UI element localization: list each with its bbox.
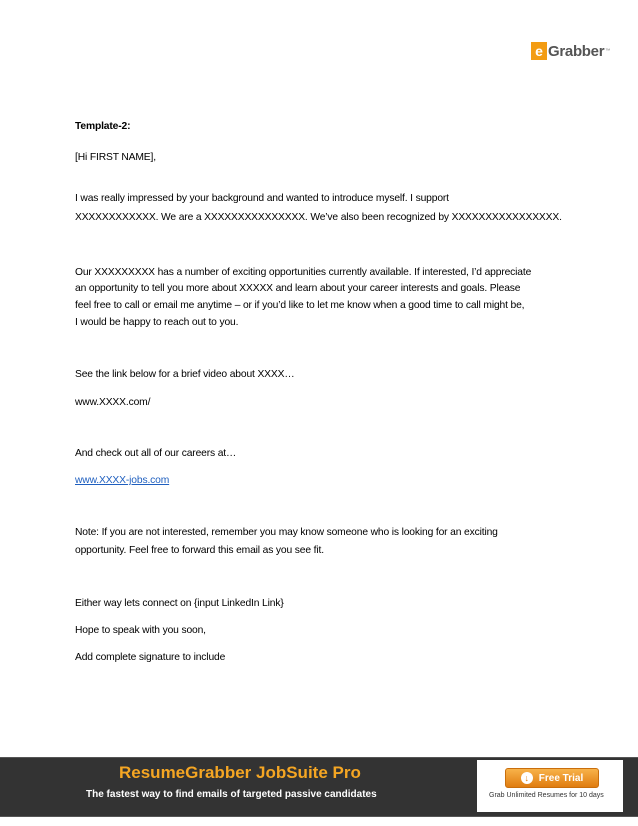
note-line-2: opportunity. Feel free to forward this email as you see fit. xyxy=(75,545,324,556)
template-heading: Template-2: xyxy=(75,121,131,132)
download-icon: ↓ xyxy=(521,772,533,784)
paragraph-2-line-2: an opportunity to tell you more about XXXXX and learn about your career interests and goals. Please xyxy=(75,283,521,294)
video-intro: See the link below for a brief video about XXXX… xyxy=(75,369,295,380)
paragraph-2-line-3: feel free to call or email me anytime – or if you’d like to let me know when a good time to call might be, xyxy=(75,300,525,311)
free-trial-caption: Grab Unlimited Resumes for 10 days xyxy=(489,792,604,799)
careers-link[interactable]: www.XXXX-jobs.com xyxy=(75,475,170,486)
banner-title: ResumeGrabber JobSuite Pro xyxy=(119,763,361,782)
paragraph-2-line-1: Our XXXXXXXXX has a number of exciting opportunities currently available. If interested, I’d appreciate xyxy=(75,267,532,278)
logo-e-mark: e xyxy=(531,42,547,60)
note-line-1: Note: If you are not interested, remember you may know someone who is looking for an exciting xyxy=(75,527,498,538)
paragraph-1-line-2: XXXXXXXXXXXX. We are a XXXXXXXXXXXXXXX. We’ve also been recognized by XXXXXXXXXXXXXXXX. xyxy=(75,212,562,223)
signature-line: Add complete signature to include xyxy=(75,652,226,663)
free-trial-label: Free Trial xyxy=(538,772,584,784)
paragraph-1-line-1: I was really impressed by your background and wanted to introduce myself. I support xyxy=(75,193,449,204)
connect-line: Either way lets connect on {input LinkedIn Link} xyxy=(75,598,284,609)
logo-trademark: ™ xyxy=(605,48,611,54)
closing-line: Hope to speak with you soon, xyxy=(75,625,206,636)
paragraph-2-line-4: I would be happy to reach out to you. xyxy=(75,317,239,328)
logo-wordmark: Grabber xyxy=(548,42,605,60)
greeting: [Hi FIRST NAME], xyxy=(75,152,156,163)
free-trial-button[interactable] xyxy=(505,768,599,788)
careers-intro: And check out all of our careers at… xyxy=(75,448,237,459)
egrabber-logo xyxy=(531,40,610,62)
banner-subtitle: The fastest way to find emails of targeted passive candidates xyxy=(86,789,377,800)
video-link[interactable]: www.XXXX.com/ xyxy=(75,397,151,408)
free-trial-cta xyxy=(477,760,623,812)
promo-banner xyxy=(0,757,638,817)
